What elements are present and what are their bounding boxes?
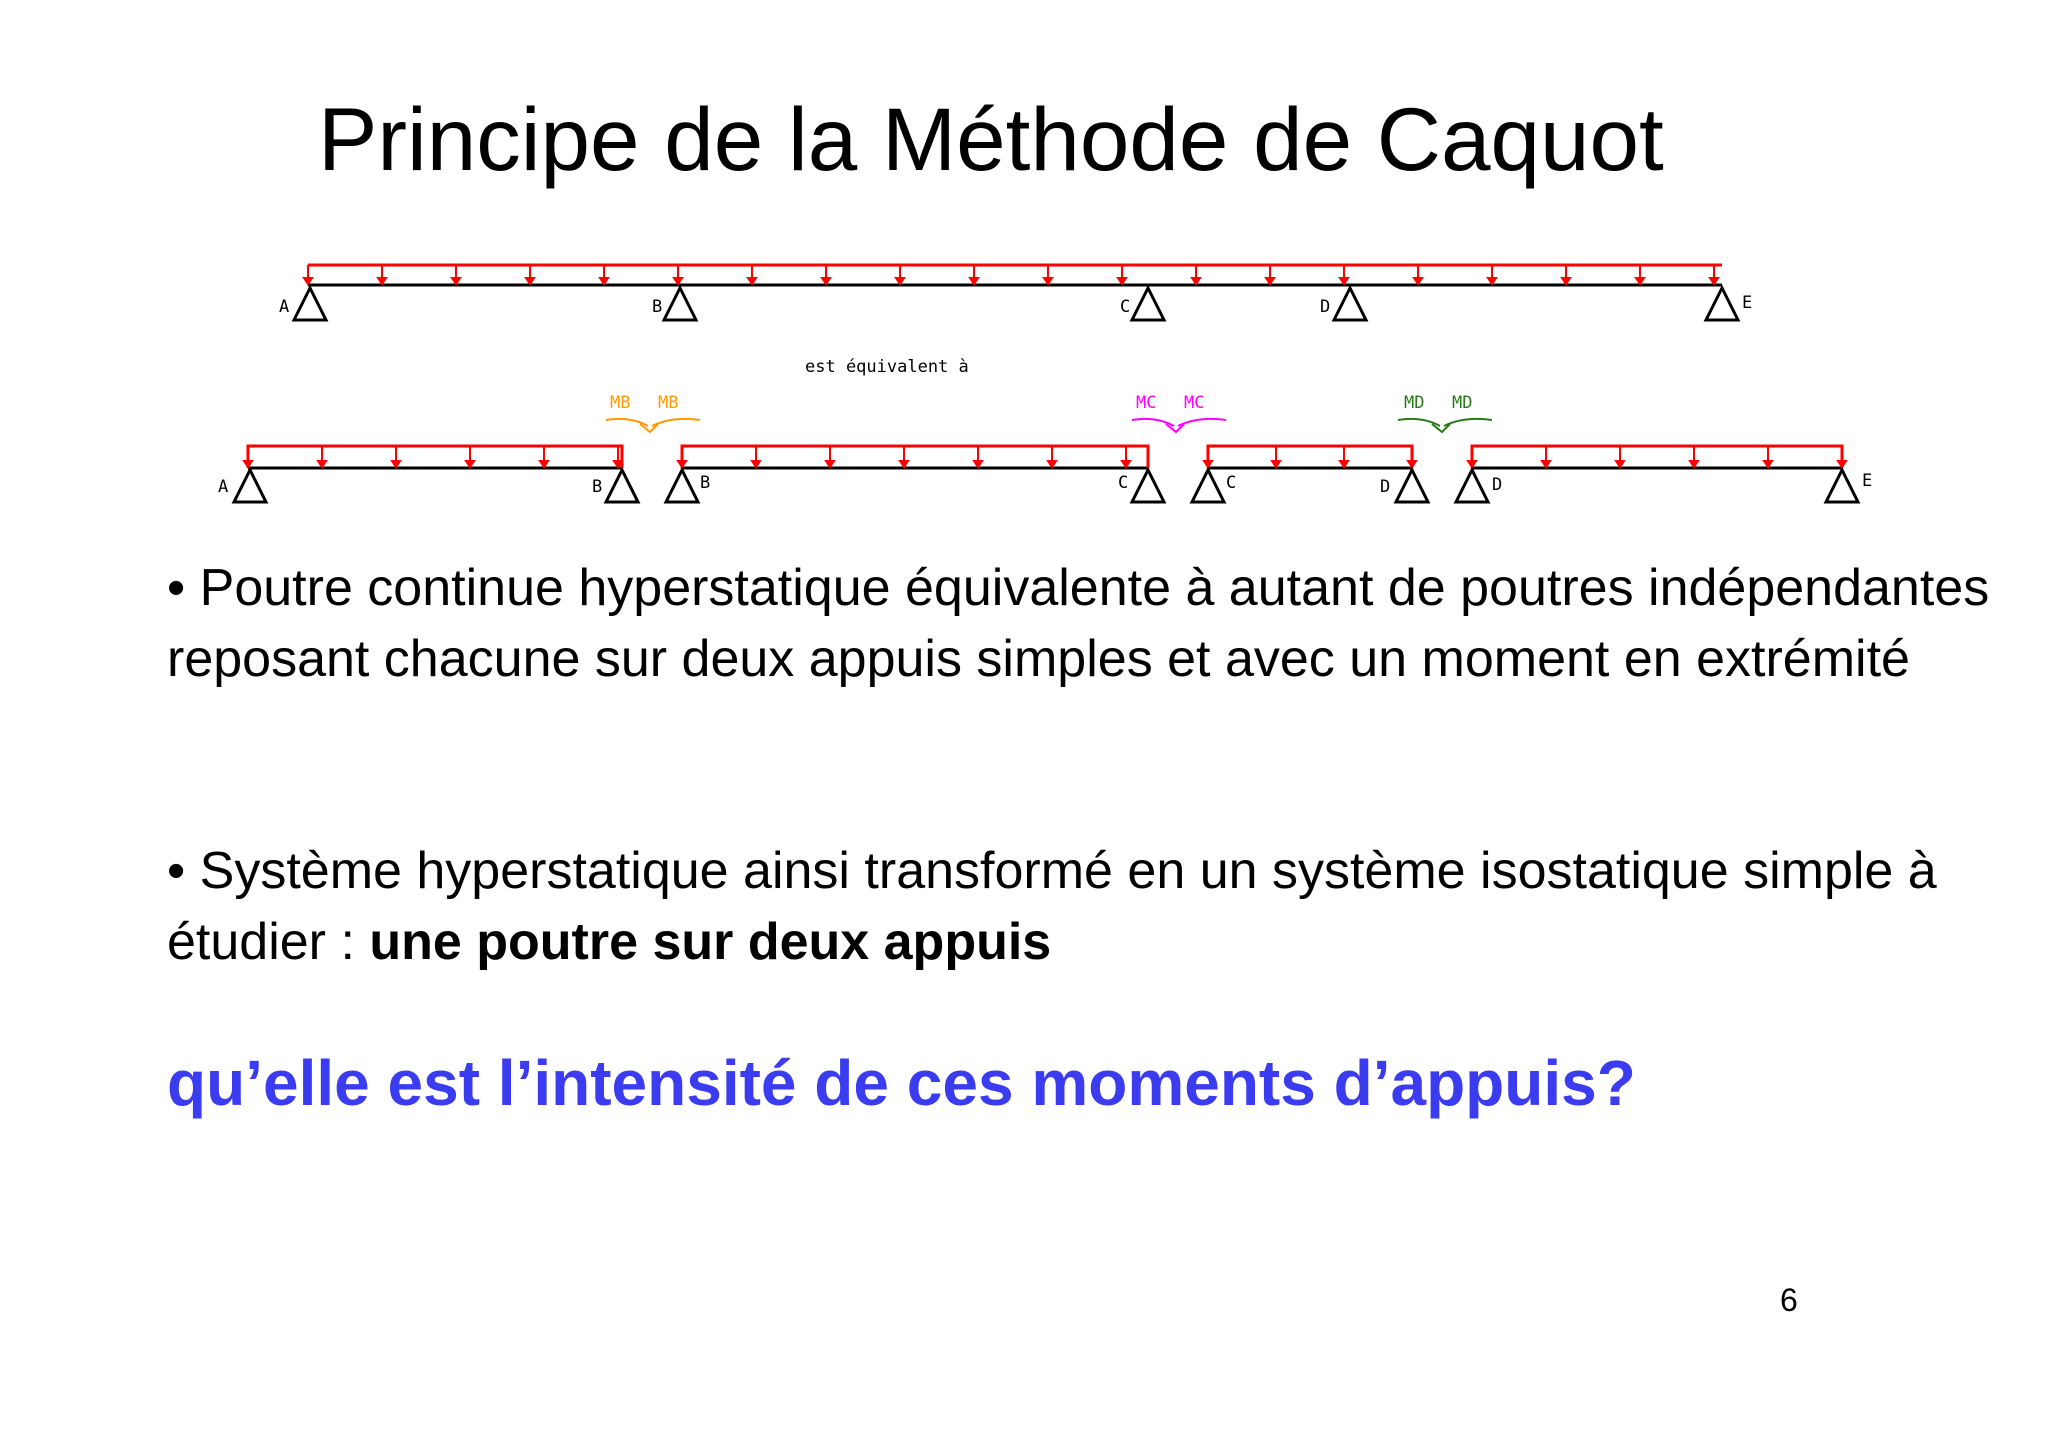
moment-md: [1398, 393, 1492, 432]
support-label-a: A: [279, 297, 290, 317]
moment-mc: [1132, 393, 1226, 432]
support-label-e: E: [1742, 293, 1753, 313]
span1-label-right: B: [592, 477, 603, 497]
moment-mb-left: MB: [610, 393, 631, 413]
moment-mc-left: MC: [1136, 393, 1157, 413]
continuous-beam: [279, 265, 1752, 320]
span3-label-left: C: [1226, 473, 1237, 493]
bullet-2-text: • Système hyperstatique ainsi transformé en un système isostatique simple à étudier :: [167, 842, 1937, 971]
support-label-b: B: [652, 297, 663, 317]
moment-md-right: MD: [1452, 393, 1473, 413]
support-label-c: C: [1120, 297, 1131, 317]
span2-label-right: C: [1118, 473, 1129, 493]
bullet-1: • Poutre continue hyperstatique équivalente à autant de poutres indépendantes reposant chacune sur deux appuis simples et avec un moment en extrémité: [167, 559, 1990, 688]
span4-label-right: E: [1862, 471, 1873, 491]
moment-mb-right: MB: [658, 393, 679, 413]
span1-label-left: A: [218, 477, 229, 497]
span4-label-left: D: [1492, 475, 1503, 495]
moment-md-left: MD: [1404, 393, 1425, 413]
slide-title: Principe de la Méthode de Caquot: [318, 89, 1664, 189]
span3-label-right: D: [1380, 477, 1391, 497]
equivalence-caption: est équivalent à: [805, 357, 969, 377]
moment-mb: [606, 393, 700, 432]
bullet-2: [167, 836, 1997, 978]
support-label-d: D: [1320, 297, 1331, 317]
moment-mc-right: MC: [1184, 393, 1205, 413]
span2-label-left: B: [700, 473, 711, 493]
independent-spans: [218, 446, 1872, 502]
question-text: qu’elle est l’intensité de ces moments d’appuis?: [167, 1047, 1636, 1119]
bullet-2-bold: une poutre sur deux appuis: [369, 913, 1052, 971]
page-number: 6: [1780, 1282, 1798, 1318]
